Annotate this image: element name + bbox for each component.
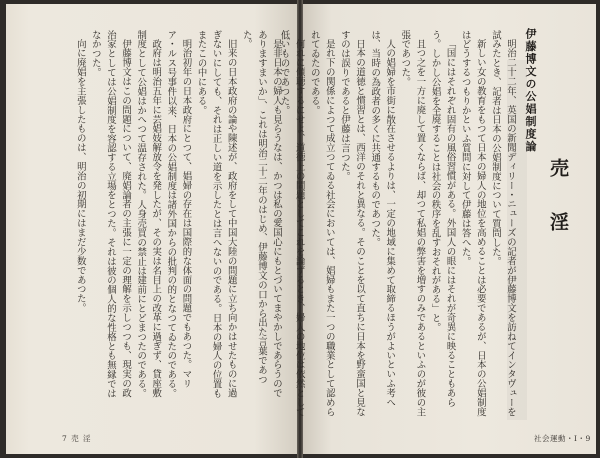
right-paragraph: 是れ下の関係によつて成立つてゐる社会においては、娼婦もまた一つの職業として認められてゐたのである。: [308, 30, 335, 417]
right-paragraph: 新しい女の教育をもつて日本の婦人の地位を高めることは必要であるが、日本の公娼制度はどうするつもりかといふ質問に対して伊藤は答へた。: [459, 30, 486, 417]
left-page-body: [56, 30, 284, 400]
right-paragraph: 明治二十二年、英国の新聞ディリー・ニューズの記者が伊藤博文を訪ねてインタヴューを試みたとき、記者は日本の公娼制度について質問した。: [489, 30, 516, 417]
right-paragraph: 「国にはそれぞれ固有の風俗習慣がある。外国人の眼にはそれが奇異に映ることもあらう。しかし公娼を全廃することは社会の秩序を乱すおそれがある」と。: [429, 30, 456, 408]
right-paragraph: 日本の道徳と慣習とは、西洋のそれと異なる。そのことを以て直ちに日本を野蛮国と見なすのは誤りであると伊藤は言つた。: [338, 30, 366, 417]
left-paragraph: 向に廃娼を主張したものは、明治の初期にはまだ少数であつた。: [74, 39, 86, 314]
right-paragraph: 何れに傾聴するにせよ、道徳上の問題としてこれを論ずるとき、婦人の地位は依然として低いものであつた。: [278, 30, 305, 417]
left-paragraph: 旧来の日本政府の論や陳述が、政府をして中国大陸の問題に立ち向かはせたものに過ぎないにしても、それは正しい道を示したとは言へないのである。日本の婦人の位置もまたこの中にある。: [195, 30, 237, 399]
right-page-footer: 社会運動・I・9: [534, 434, 591, 443]
section-subtitle: 伊藤博文の公娼制度論: [524, 28, 537, 153]
right-paragraph: 人の娼婦を市街に散在させるよりは、一定の地域に集めて取締るほうがよいといふ考へは、当時の為政者の多くに共通するものであつた。: [369, 30, 396, 408]
right-paragraph: 且つ之を一方に廃して置くならば、却つて私娼の弊害を増すのみであるといふのが彼の主張であつた。: [399, 30, 426, 417]
chapter-title: 売 淫: [547, 158, 569, 245]
left-paragraph: 明治初年の日本政府にとつて、娼婦の存在は国際的な体面の問題でもあつた。マリア・ルス号事件以来、日本の公娼制度は諸外国からの批判の的となつてゐたのである。: [165, 30, 192, 399]
left-paragraph: 伊藤博文はこの問題について、廃娼論者の主張に一定の理解を示しつつも、現実の政治家としては公娼制度を容認する立場をとつた。それは彼の個人的な性格とも無縁ではなかつた。: [89, 30, 132, 399]
left-paragraph: 是非日本の婦人も見らうなは、かつは私の愛国心にもとづいてまやかしであらうのでありますまいか」、これは明治二十二年のはじめ、伊藤博文の口から出た言葉であつた。: [240, 30, 282, 399]
left-paragraph: 政府は明治五年に芸娼妓解放令を発したが、その実は名目上の改革に過ぎず、貸座敷制度として公娼はかへつて温存された。人身売買の禁止は建前にとどまつたのである。: [135, 30, 162, 399]
right-page-body: [278, 30, 518, 420]
left-page-footer: 7 売 淫: [62, 434, 92, 443]
